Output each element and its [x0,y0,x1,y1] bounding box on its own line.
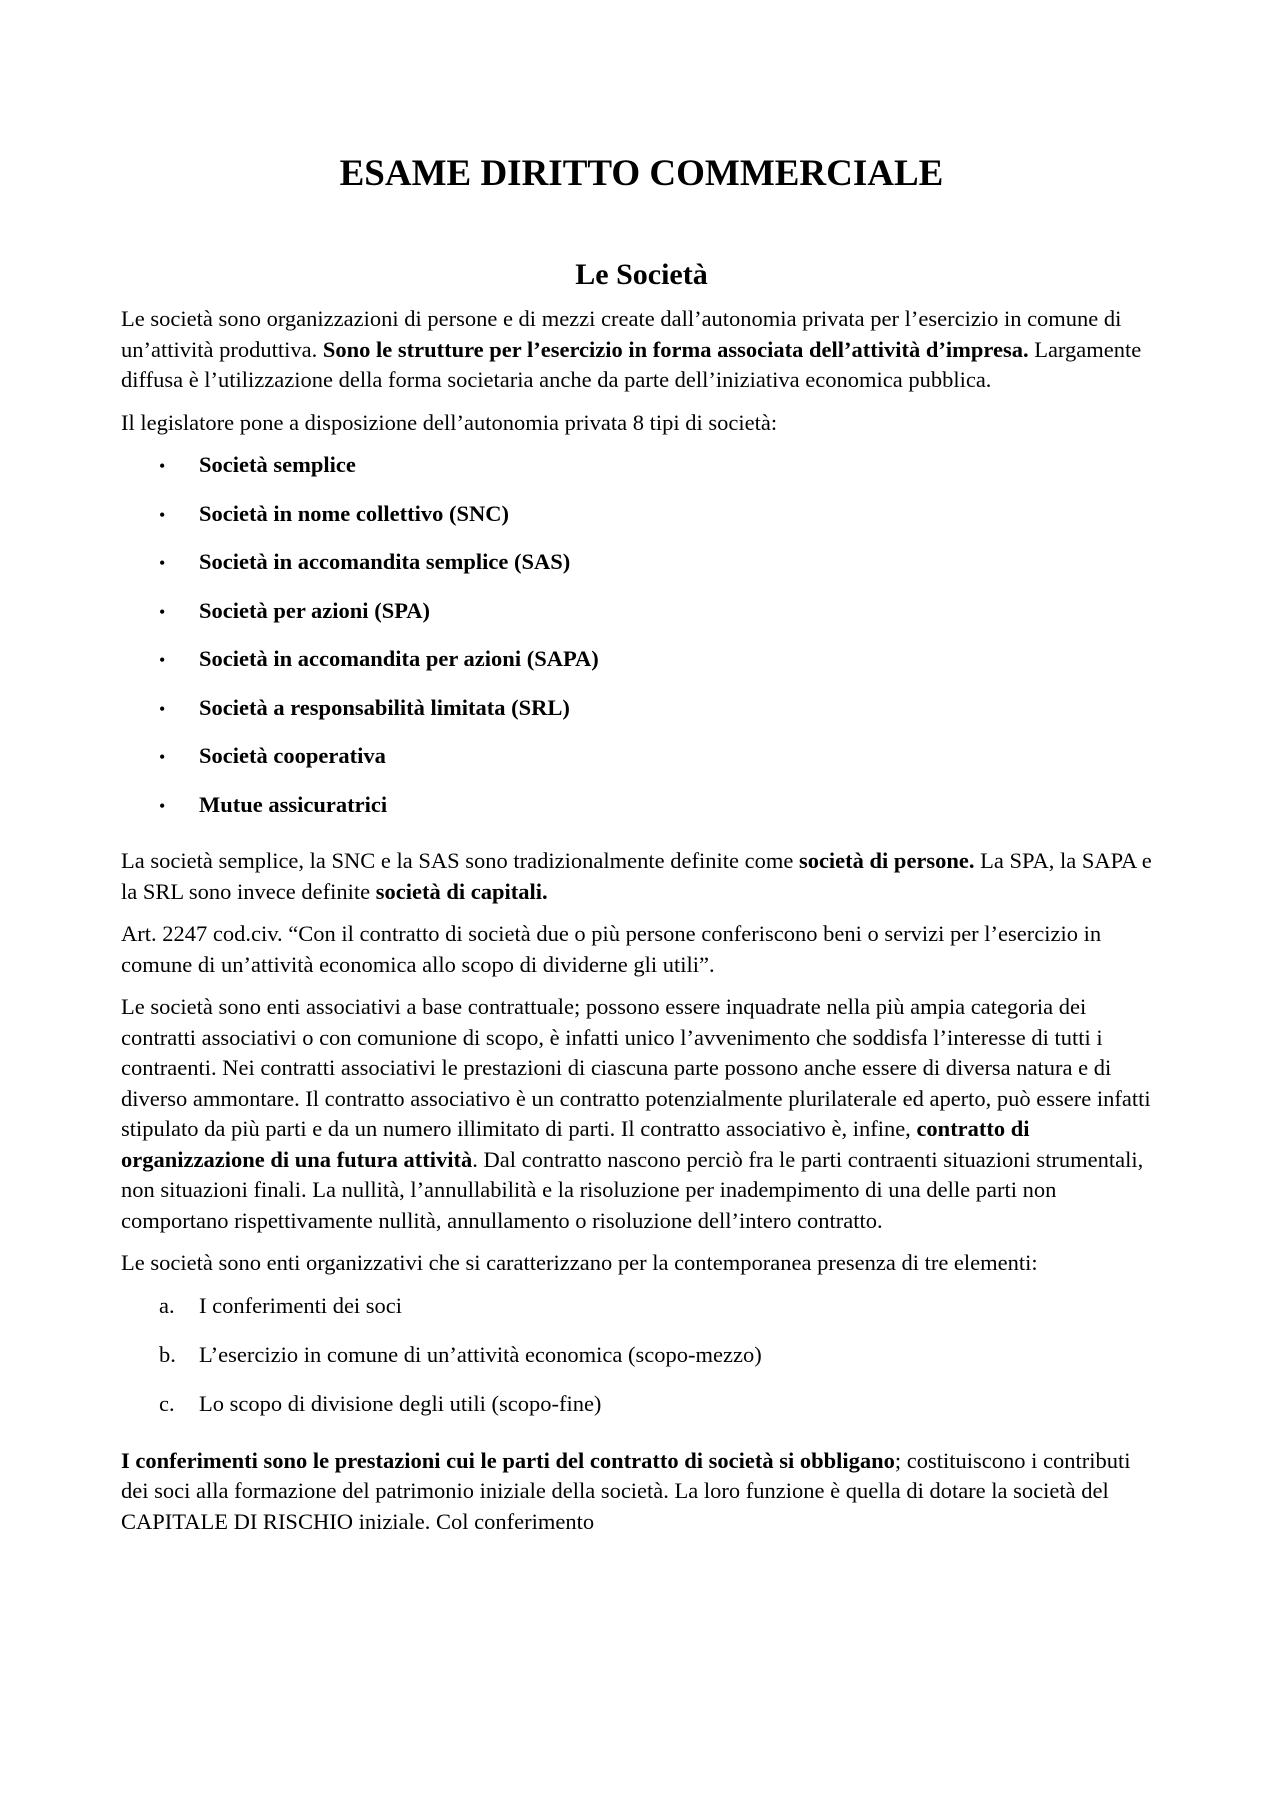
list-marker: a. [159,1292,175,1318]
list-item-text: Società a responsabilità limitata (SRL) [199,694,570,720]
bold-text: I conferimenti sono le prestazioni cui le parti del contratto di società si obbligano [121,1447,895,1473]
bold-text: società di capitali. [375,878,548,904]
paragraph-classification: La società semplice, la SNC e la SAS sono tradizionalmente definite come società di persone. La SPA, la SAPA e la SRL sono invece definite società di capitali. [121,848,1152,904]
bold-text: contratto di organizzazione di una futura attività [121,1116,1030,1172]
paragraph-elements-intro: Le società sono enti organizzativi che si caratterizzano per la contemporanea presenza di tre elementi: [121,1250,1038,1275]
bullet-icon: • [159,553,166,573]
list-item-text: L’esercizio in comune di un’attività economica (scopo-mezzo) [199,1341,762,1367]
list-item-text: Lo scopo di divisione degli utili (scopo-fine) [199,1390,602,1416]
paragraph-article-quote: Art. 2247 cod.civ. “Con il contratto di società due o più persone conferiscono beni o servizi per l’esercizio in comune di un’attività economica allo scopo di dividerne gli utili”. [121,921,1102,977]
bullet-icon: • [159,698,166,719]
list-item [121,547,1162,596]
list-item [121,499,1162,548]
list-item [121,1389,1162,1438]
bold-text: società di persone. [798,848,975,873]
list-item-text: Società semplice [199,452,356,477]
paragraph-definition [121,304,1162,396]
list-marker: b. [159,1341,176,1367]
document-title: ESAME DIRITTO COMMERCIALE [339,153,944,194]
list-item [121,644,1162,693]
list-marker: c. [159,1390,175,1416]
list-item [121,693,1162,742]
list-item-text: Società in nome collettivo (SNC) [199,500,509,526]
paragraph-types-intro: Il legislatore pone a disposizione dell’autonomia privata 8 tipi di società: [121,409,778,435]
list-item [121,596,1162,645]
list-item-text: Società in accomandita semplice (SAS) [199,549,571,574]
paragraph-text: Le società sono organizzazioni di persone e di mezzi create dall’autonomia privata per l’esercizio in comune di un’attività produttiva. [121,306,1122,362]
section-title: Le Società [575,258,708,291]
elements-list [121,1291,1162,1438]
list-item [121,450,1162,499]
list-item [121,790,1162,839]
list-item [121,1291,1162,1340]
list-item-text: Mutue assicuratrici [199,791,388,817]
bold-text: Sono le strutture per l’esercizio in forma associata dell’attività d’impresa. [322,336,1029,362]
paragraph-associative: Le società sono enti associativi a base contrattuale; possono essere inquadrate nella più ampia categoria dei contratti associativi o con comunione di scopo, è infatti unico l’avvenimento che soddisfa l’interesse di tutti i contraenti. Nei contratti associativi le prestazioni di ciascuna parte possono anche essere di diversa natura e di diverso ammontare. Il contratto associativo è un contratto potenzialmente plurilaterale ed aperto, può essere infatti stipulato da più parti e da un numero illimitato di parti. Il contratto associativo è, infine, contratto di organizzazione di una futura attività. Dal contratto nascono perciò fra le parti contraenti situazioni strumentali, non situazioni finali. La nullità, l’annullabilità e la risoluzione per inadempimento di una delle parti non comportano rispettivamente nullità, annullamento o risoluzione dell’intero contratto. [121,994,1151,1233]
list-item-text: Società in accomandita per azioni (SAPA) [199,646,599,671]
bullet-icon: • [159,795,166,816]
bullet-icon: • [159,456,166,476]
paragraph-text: Largamente diffusa è l’utilizzazione della forma societaria anche da parte dell’iniziativa economica pubblica. [121,336,1142,392]
list-item-text: Società cooperativa [199,743,386,768]
bullet-icon: • [159,747,166,767]
list-item-text: Società per azioni (SPA) [199,597,431,623]
bullet-icon: • [159,650,166,670]
bullet-icon: • [159,601,166,622]
bullet-icon: • [159,504,166,525]
company-types-list [121,450,1162,838]
paragraph-contributions: I conferimenti sono le prestazioni cui le parti del contratto di società si obbligano; costituiscono i contributi dei soci alla formazione del patrimonio iniziale della società. La loro funzione è quella di dotare la società del CAPITALE DI RISCHIO iniziale. Col conferimento [121,1447,1131,1534]
list-item [121,1340,1162,1389]
list-item [121,741,1162,790]
list-item-text: I conferimenti dei soci [199,1292,403,1318]
